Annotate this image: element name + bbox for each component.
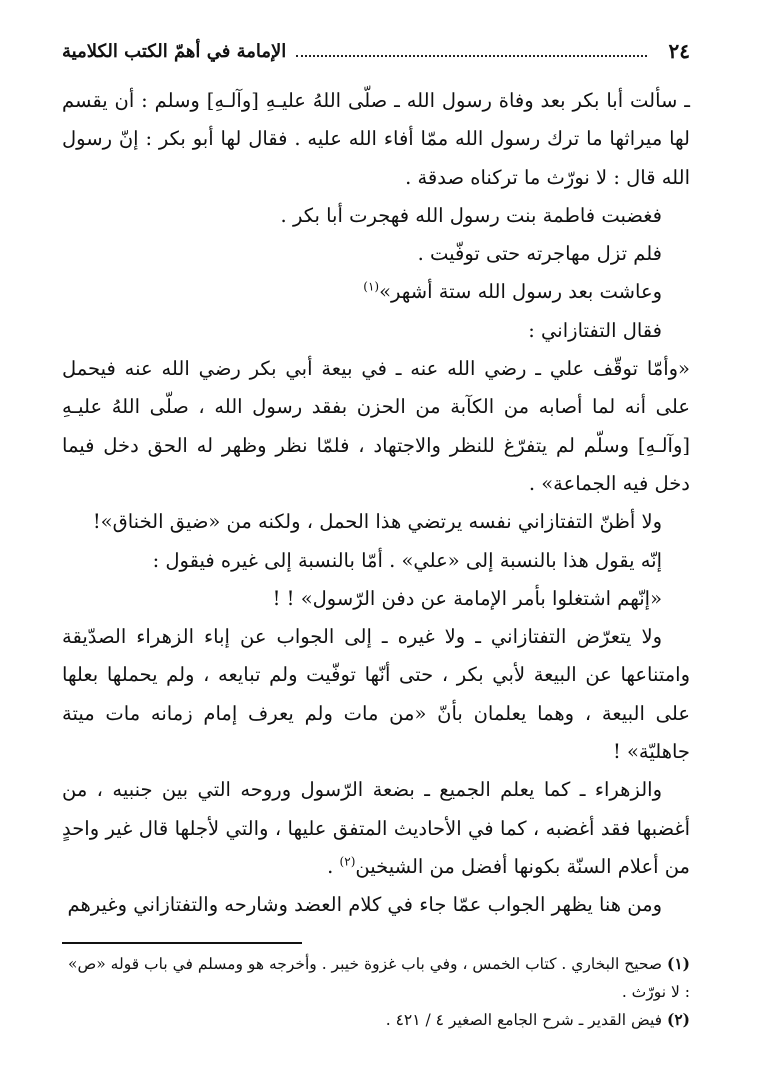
footnote: [62, 950, 690, 1006]
running-title: الإمامة في أهمّ الكتب الكلامية: [62, 40, 287, 62]
paragraph-end: .: [327, 854, 340, 878]
footnote-reference[interactable]: (٢): [339, 854, 356, 869]
paragraph: إنّه يقول هذا بالنسبة إلى «علي» . أمّا بالنسبة إلى غيره فيقول :: [152, 548, 662, 572]
paragraph: ومن هنا يظهر الجواب عمّا جاء في كلام العضد وشارحه والتفتازاني وغيرهم: [67, 893, 662, 917]
book-page: [62, 24, 690, 1064]
paragraph-text: وعاشت بعد رسول الله ستة أشهر»: [379, 280, 662, 304]
paragraph: ولا أظنّ التفتازاني نفسه يرتضي هذا الحمل ، ولكنه من «ضيق الخناق»!: [92, 510, 662, 534]
footnote: [62, 1006, 690, 1034]
paragraph: فقال التفتازاني :: [528, 318, 662, 342]
paragraph: «وأمّا توقّف علي ـ رضي الله عنه ـ في بيعة أبي بكر رضي الله عنه فيحمل على أنه لما أصابه من الكآبة من الحزن بفقد رسول الله ، صلّى اللهُ عليـهِ [وآلـهِ] وسلّم لم يتفرّغ للنظر والاجتهاد ، فلمّا نظر وظهر له الحق دخل فيما دخل فيه الجماعة» .: [62, 357, 690, 495]
header-dotted-leader: [296, 45, 646, 57]
footnote-reference[interactable]: (١): [363, 279, 380, 294]
paragraph: ـ سألت أبا بكر بعد وفاة رسول الله ـ صلّى اللهُ عليـهِ [وآلـهِ] وسلم : أن يقسم لها ميراثها ما ترك رسول الله ممّا أفاء الله عليه . فقال لها أبو بكر : إنّ رسول الله قال : لا نورّث ما تركناه صدقة .: [62, 89, 690, 189]
paragraph: «إنّهم اشتغلوا بأمر الإمامة عن دفن الرّسول» ! !: [272, 586, 662, 610]
main-text: [62, 82, 690, 925]
paragraph: ولا يتعرّض التفتازاني ـ ولا غيره ـ إلى الجواب عن إباء الزهراء الصدّيقة وامتناعها عن البيعة لأبي بكر ، حتى أنّها توفّيت ولم تبايعه ، ولم يحملها بعلها على البيعة ، وهما يعلمان بأنّ «من مات ولم يعرف إمام زمانه مات ميتة جاهليّة» !: [62, 625, 690, 764]
paragraph: [62, 273, 690, 311]
paragraph: فغضبت فاطمة بنت رسول الله فهجرت أبا بكر .: [280, 203, 662, 227]
page-number: ٢٤: [668, 39, 690, 63]
paragraph: فلم تزل مهاجرته حتى توفّيت .: [417, 242, 662, 266]
paragraph: [62, 771, 690, 886]
footnote-separator: [62, 942, 302, 944]
footnote-text: صحيح البخاري . كتاب الخمس ، وفي باب غزوة خيبر . وأخرجه هو ومسلم في باب قوله «ص» : لا نورّث .: [68, 955, 690, 1001]
footnote-mark: (١): [666, 954, 690, 973]
footnote-mark: (٢): [666, 1010, 690, 1029]
footnotes: [62, 950, 690, 1034]
paragraph-text: والزهراء ـ كما يعلم الجميع ـ بضعة الرّسول وروحه التي بين جنبيه ، من أغضبها فقد أغضبه ، كما في الأحاديث المتفق عليها ، والتي لأجلها قال غير واحدٍ من أعلام السنّة بكونها أفضل من الشيخين: [62, 778, 690, 878]
footnote-text: فيض القدير ـ شرح الجامع الصغير ٤ / ٤٢١ .: [385, 1011, 667, 1029]
running-header: [62, 38, 690, 64]
